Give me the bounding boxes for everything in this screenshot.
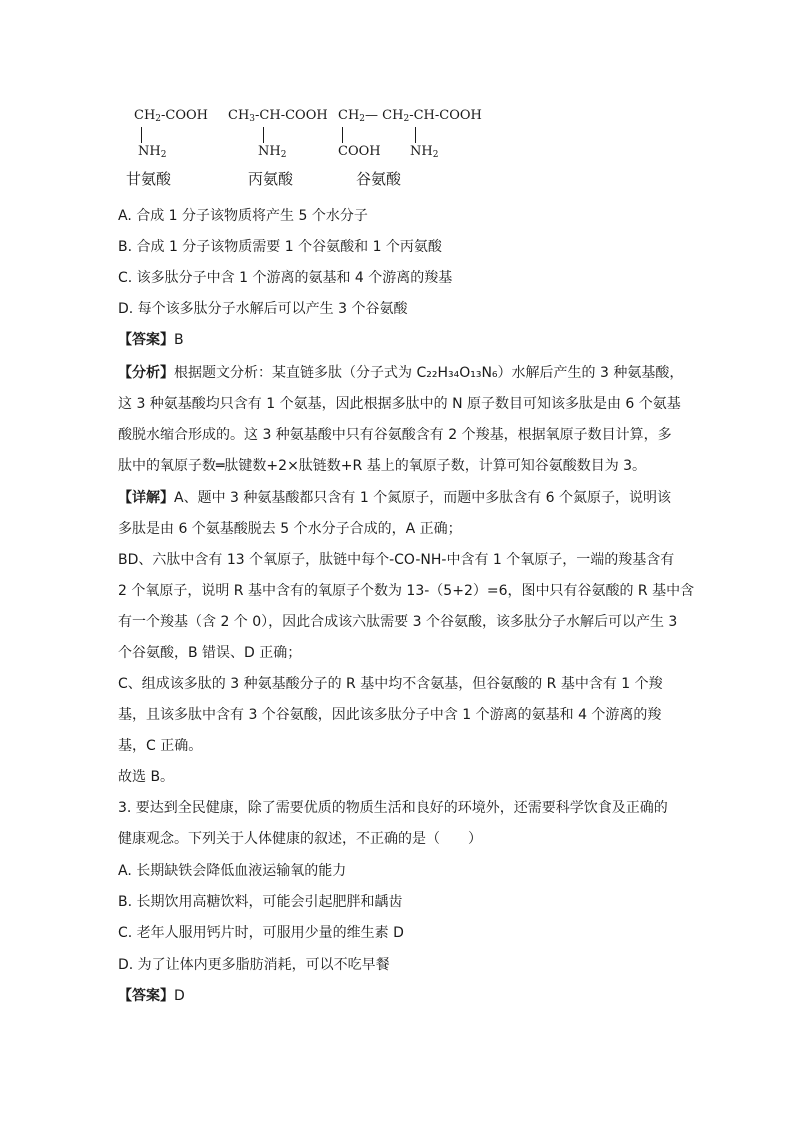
q2-detail-line: 2 个氧原子，说明 R 基中含有的氧原子个数为 13-（5+2）=6，图中只有谷氨酸的 R 基中含 (118, 583, 695, 599)
glycine-name: 甘氨酸 (126, 170, 172, 188)
answer-value: B (174, 332, 184, 348)
analysis-tag: 【分析】 (118, 365, 174, 381)
q2-option-d: D. 每个该多肽分子水解后可以产生 3 个谷氨酸 (118, 301, 408, 317)
glutamate-name: 谷氨酸 (356, 170, 402, 188)
q2-detail-line: 有一个羧基（含 2 个 0），因此合成该六肽需要 3 个谷氨酸，该多肽分子水解后可以产生 3 (118, 614, 678, 630)
answer-tag: 【答案】 (118, 332, 174, 348)
q2-detail-line: 基，C 正确。 (118, 738, 203, 754)
q2-detail-line: 个谷氨酸，B 错误、D 正确； (118, 645, 302, 661)
q2-analysis-line: 【分析】根据题文分析：某直链多肽（分子式为 C₂₂H₃₄O₁₃N₆）水解后产生的 3 种氨基酸， (118, 365, 684, 381)
amino-acid-structures: $CH_2$-COOH $NH_2$ 甘氨酸 $CH_3-CH$-COOH $NH_2$ 丙氨酸 $CH_2—$ $CH_2-CH$-COOH COOH $NH_2$ 谷氨酸 (126, 108, 482, 188)
answer-tag: 【答案】 (118, 988, 174, 1004)
q3-option-b: B. 长期饮用高糖饮料，可能会引起肥胖和龋齿 (118, 894, 403, 910)
q2-conclusion: 故选 B。 (118, 769, 175, 785)
q2-option-b: B. 合成 1 分子该物质需要 1 个谷氨酸和 1 个丙氨酸 (118, 239, 442, 255)
q2-analysis-line: 肽中的氧原子数═肽键数+2×肽链数+R 基上的氧原子数，计算可知谷氨酸数目为 3。 (118, 458, 647, 474)
alanine-name: 丙氨酸 (248, 170, 294, 188)
q3-answer (118, 986, 678, 1006)
q2-analysis-line: 这 3 种氨基酸均只含有 1 个氨基，因此根据多肽中的 N 原子数目可知该多肽是由 6 个氨基 (118, 396, 681, 412)
q3-option-d: D. 为了让体内更多脂肪消耗，可以不吃早餐 (118, 957, 390, 973)
q3-stem: 健康观念。下列关于人体健康的叙述，不正确的是（ ） (118, 831, 482, 847)
q2-detail-line: C、组成该多肽的 3 种氨基酸分子的 R 基中均不含氨基，但谷氨酸的 R 基中含有 1 个羧 (118, 676, 663, 692)
detail-tag: 【详解】 (118, 490, 174, 506)
q2-analysis-line: 酸脱水缩合形成的。这 3 种氨基酸中只有谷氨酸含有 2 个羧基，根据氧原子数目计算，多 (118, 427, 672, 443)
q2-detail-line: 多肽是由 6 个氨基酸脱去 5 个水分子合成的，A 正确； (118, 521, 462, 537)
answer-value: D (174, 988, 185, 1004)
q2-detail-line: 【详解】A、题中 3 种氨基酸都只含有 1 个氮原子，而题中多肽含有 6 个氮原子，说明该 (118, 490, 671, 506)
q2-detail-line: 基，且该多肽中含有 3 个谷氨酸，因此该多肽分子中含 1 个游离的氨基和 4 个游离的羧 (118, 707, 662, 723)
q3-stem: 3. 要达到全民健康，除了需要优质的物质生活和良好的环境外，还需要科学饮食及正确的 (118, 800, 668, 816)
q2-detail-line: BD、六肽中含有 13 个氧原子，肽链中每个-CO-NH-中含有 1 个氧原子，一端的羧基含有 (118, 552, 675, 568)
q2-option-a: A. 合成 1 分子该物质将产生 5 个水分子 (118, 208, 368, 224)
q3-option-a: A. 长期缺铁会降低血液运输氧的能力 (118, 863, 347, 879)
q2-option-c: C. 该多肽分子中含 1 个游离的氨基和 4 个游离的羧基 (118, 270, 453, 286)
q3-option-c: C. 老年人服用钙片时，可服用少量的维生素 D (118, 925, 404, 941)
q2-answer (118, 330, 678, 350)
